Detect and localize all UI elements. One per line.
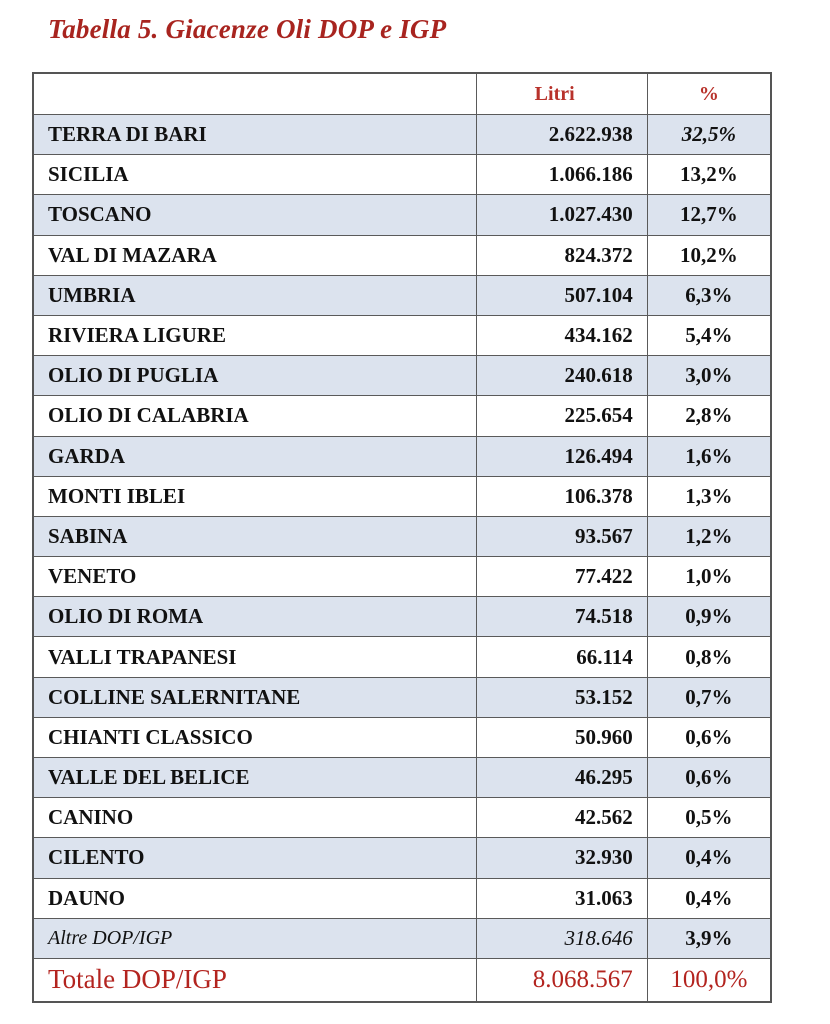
cell-pct: 2,8%: [647, 396, 771, 436]
cell-name: RIVIERA LIGURE: [33, 315, 476, 355]
cell-pct: 13,2%: [647, 155, 771, 195]
cell-name: MONTI IBLEI: [33, 476, 476, 516]
table-row: [33, 476, 771, 516]
table-row: [33, 275, 771, 315]
cell-name: GARDA: [33, 436, 476, 476]
cell-pct: 1,3%: [647, 476, 771, 516]
table-row: [33, 557, 771, 597]
cell-pct: 3,0%: [647, 356, 771, 396]
total-pct: 100,0%: [647, 958, 771, 1002]
cell-pct: 0,9%: [647, 597, 771, 637]
cell-pct: 6,3%: [647, 275, 771, 315]
cell-litri: 46.295: [476, 758, 647, 798]
cell-litri: 824.372: [476, 235, 647, 275]
table-row: [33, 436, 771, 476]
table-row: [33, 315, 771, 355]
cell-name: COLLINE SALERNITANE: [33, 677, 476, 717]
cell-pct: 3,9%: [647, 918, 771, 958]
total-row: [33, 958, 771, 1002]
cell-litri: 240.618: [476, 356, 647, 396]
cell-name: VENETO: [33, 557, 476, 597]
cell-name: CILENTO: [33, 838, 476, 878]
table-row: [33, 356, 771, 396]
table-row: [33, 878, 771, 918]
cell-name: VALLE DEL BELICE: [33, 758, 476, 798]
table-row: [33, 597, 771, 637]
cell-name: TERRA DI BARI: [33, 115, 476, 155]
total-litri: 8.068.567: [476, 958, 647, 1002]
cell-litri: 31.063: [476, 878, 647, 918]
cell-pct: 0,5%: [647, 798, 771, 838]
cell-name: DAUNO: [33, 878, 476, 918]
cell-pct: 1,6%: [647, 436, 771, 476]
cell-litri: 106.378: [476, 476, 647, 516]
cell-litri: 1.066.186: [476, 155, 647, 195]
table-row: [33, 838, 771, 878]
cell-litri: 2.622.938: [476, 115, 647, 155]
cell-litri: 50.960: [476, 717, 647, 757]
table-row: [33, 155, 771, 195]
cell-litri: 42.562: [476, 798, 647, 838]
cell-name: Altre DOP/IGP: [33, 918, 476, 958]
table-row: [33, 195, 771, 235]
cell-name: VAL DI MAZARA: [33, 235, 476, 275]
cell-pct: 12,7%: [647, 195, 771, 235]
table-row: [33, 717, 771, 757]
cell-litri: 1.027.430: [476, 195, 647, 235]
cell-name: UMBRIA: [33, 275, 476, 315]
table-row: [33, 677, 771, 717]
table-row: [33, 758, 771, 798]
cell-pct: 0,4%: [647, 838, 771, 878]
cell-litri: 225.654: [476, 396, 647, 436]
header-pct: %: [647, 73, 771, 115]
cell-name: SICILIA: [33, 155, 476, 195]
cell-pct: 0,7%: [647, 677, 771, 717]
table-row: [33, 798, 771, 838]
cell-pct: 32,5%: [647, 115, 771, 155]
cell-pct: 5,4%: [647, 315, 771, 355]
total-name: Totale DOP/IGP: [33, 958, 476, 1002]
table-row: [33, 396, 771, 436]
cell-name: OLIO DI PUGLIA: [33, 356, 476, 396]
cell-name: OLIO DI CALABRIA: [33, 396, 476, 436]
cell-name: SABINA: [33, 516, 476, 556]
cell-litri: 74.518: [476, 597, 647, 637]
cell-pct: 0,4%: [647, 878, 771, 918]
cell-pct: 1,0%: [647, 557, 771, 597]
cell-name: OLIO DI ROMA: [33, 597, 476, 637]
stocks-table: [32, 72, 772, 1003]
cell-pct: 0,8%: [647, 637, 771, 677]
cell-litri: 32.930: [476, 838, 647, 878]
cell-name: CANINO: [33, 798, 476, 838]
cell-name: TOSCANO: [33, 195, 476, 235]
cell-pct: 1,2%: [647, 516, 771, 556]
cell-litri: 318.646: [476, 918, 647, 958]
cell-litri: 53.152: [476, 677, 647, 717]
cell-pct: 0,6%: [647, 758, 771, 798]
cell-name: CHIANTI CLASSICO: [33, 717, 476, 757]
header-litri: Litri: [476, 73, 647, 115]
table-row: [33, 235, 771, 275]
cell-pct: 10,2%: [647, 235, 771, 275]
cell-litri: 507.104: [476, 275, 647, 315]
table-header-row: [33, 73, 771, 115]
cell-name: VALLI TRAPANESI: [33, 637, 476, 677]
cell-litri: 66.114: [476, 637, 647, 677]
cell-litri: 93.567: [476, 516, 647, 556]
cell-pct: 0,6%: [647, 717, 771, 757]
header-name: [33, 73, 476, 115]
table-row: [33, 637, 771, 677]
cell-litri: 126.494: [476, 436, 647, 476]
table-title: Tabella 5. Giacenze Oli DOP e IGP: [48, 14, 447, 44]
table-row: [33, 115, 771, 155]
table-row: [33, 516, 771, 556]
table-row: [33, 918, 771, 958]
cell-litri: 77.422: [476, 557, 647, 597]
cell-litri: 434.162: [476, 315, 647, 355]
